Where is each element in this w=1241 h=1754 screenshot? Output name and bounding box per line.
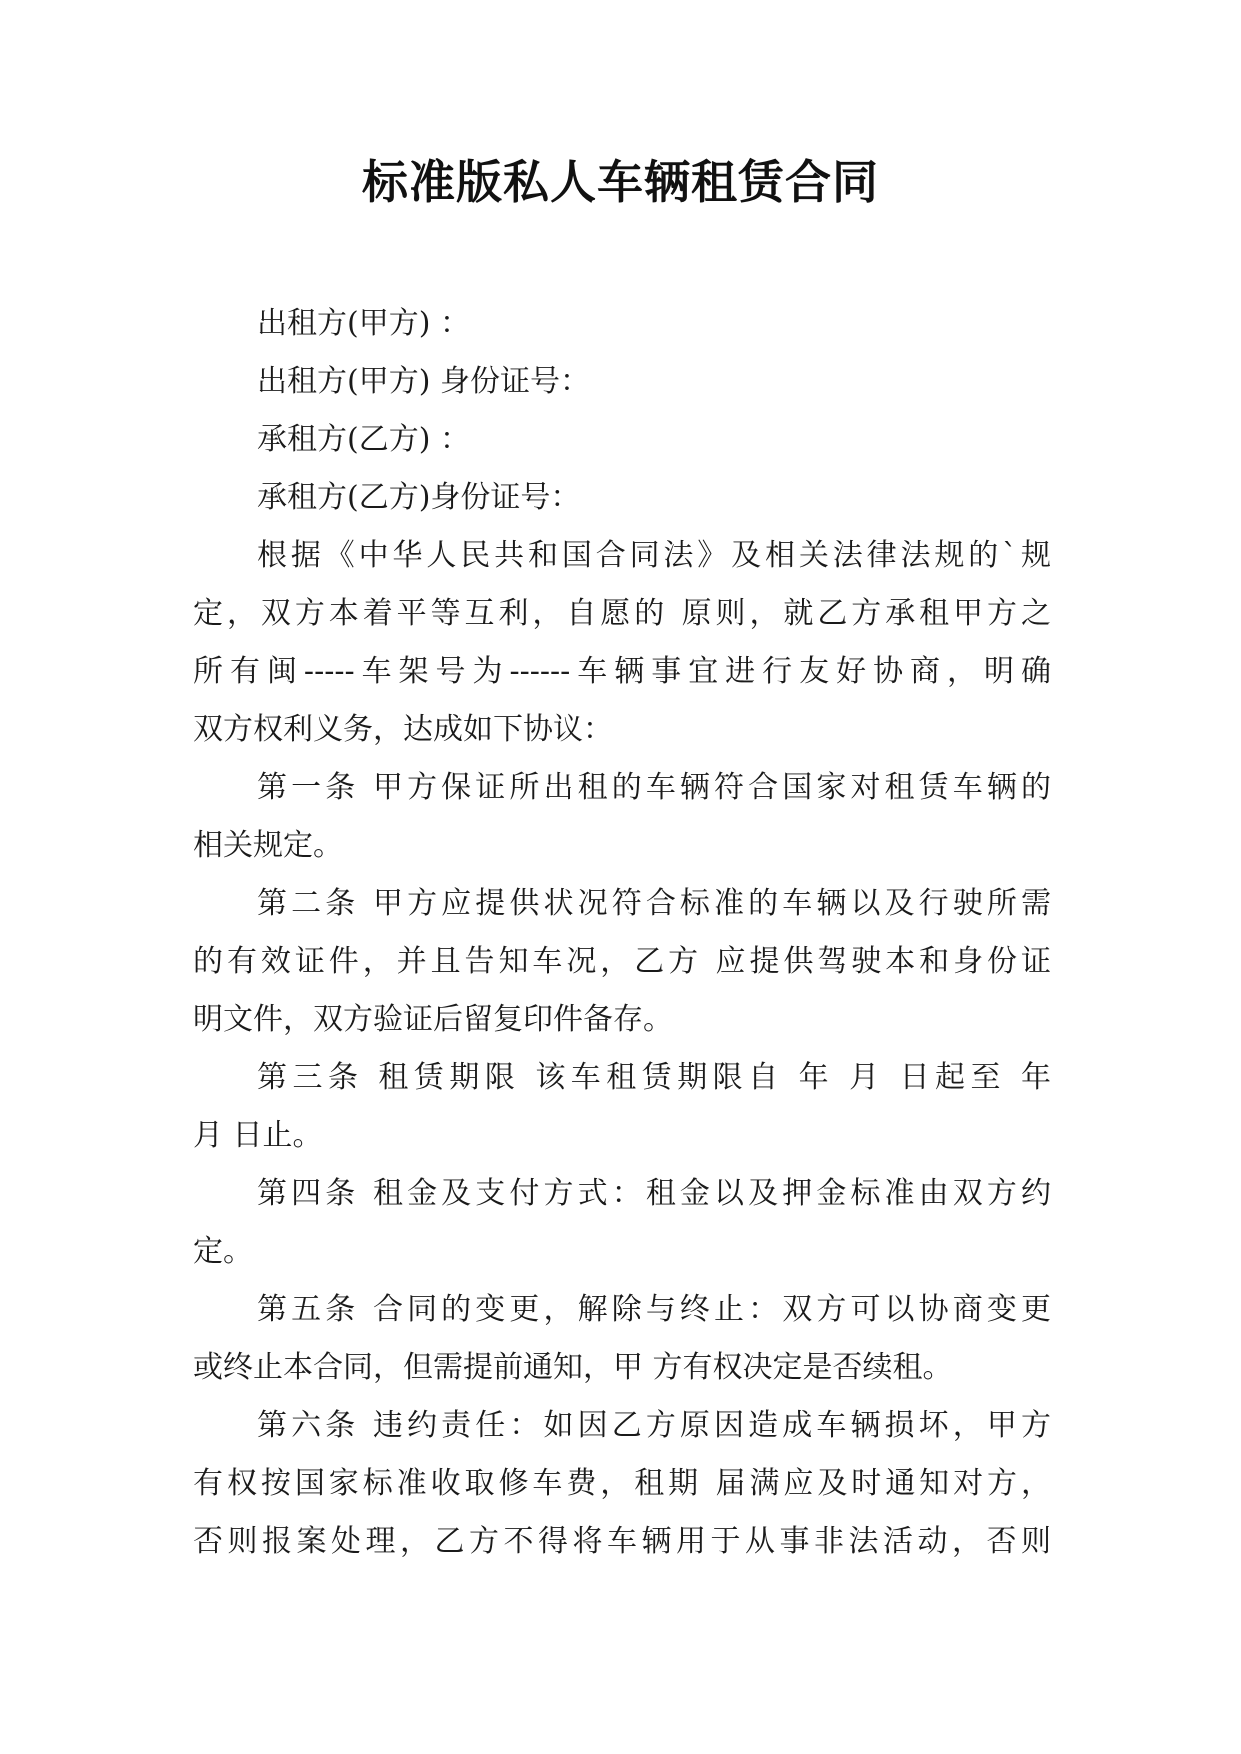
article-1-line: 第一条 甲方保证所出租的车辆符合国家对租赁车辆的 [257,770,1051,805]
preamble-line: 所有闽-----车架号为------车辆事宜进行友好协商，明确 [193,654,1051,689]
article-6-line: 否则报案处理，乙方不得将车辆用于从事非法活动，否则 [193,1524,1051,1559]
article-3-line: 第三条 租赁期限 该车租赁期限自 年 月 日起至 年 [257,1060,1051,1095]
article-5-line: 第五条 合同的变更，解除与终止：双方可以协商变更 [257,1292,1051,1327]
article-4-line: 第四条 租金及支付方式：租金以及押金标准由双方约 [257,1176,1051,1211]
article-3-line: 月 日止。 [193,1118,323,1153]
lessor-name-line: 出租方(甲方) ： [257,306,470,341]
preamble-line: 根据《中华人民共和国合同法》及相关法律法规的`规 [257,538,1051,573]
preamble-line: 双方权利义务，达成如下协议： [193,712,613,747]
article-2-line: 的有效证件，并且告知车况，乙方 应提供驾驶本和身份证 [193,944,1051,979]
article-5-line: 或终止本合同，但需提前通知，甲 方有权决定是否续租。 [193,1350,953,1385]
document-title: 标准版私人车辆租赁合同 [362,155,879,209]
article-6-line: 第六条 违约责任：如因乙方原因造成车辆损坏，甲方 [257,1408,1051,1443]
article-4-line: 定。 [193,1234,253,1269]
lessor-id-line: 出租方(甲方) 身份证号： [257,364,590,399]
article-1-line: 相关规定。 [193,828,343,863]
article-2-line: 第二条 甲方应提供状况符合标准的车辆以及行驶所需 [257,886,1051,921]
article-2-line: 明文件，双方验证后留复印件备存。 [193,1002,673,1037]
contract-body [193,295,1051,1571]
lessee-id-line: 承租方(乙方)身份证号： [257,480,581,515]
lessee-name-line: 承租方(乙方) ： [257,422,470,457]
preamble-line: 定，双方本着平等互利，自愿的 原则，就乙方承租甲方之 [193,596,1051,631]
article-6-line: 有权按国家标准收取修车费，租期 届满应及时通知对方， [193,1466,1051,1501]
